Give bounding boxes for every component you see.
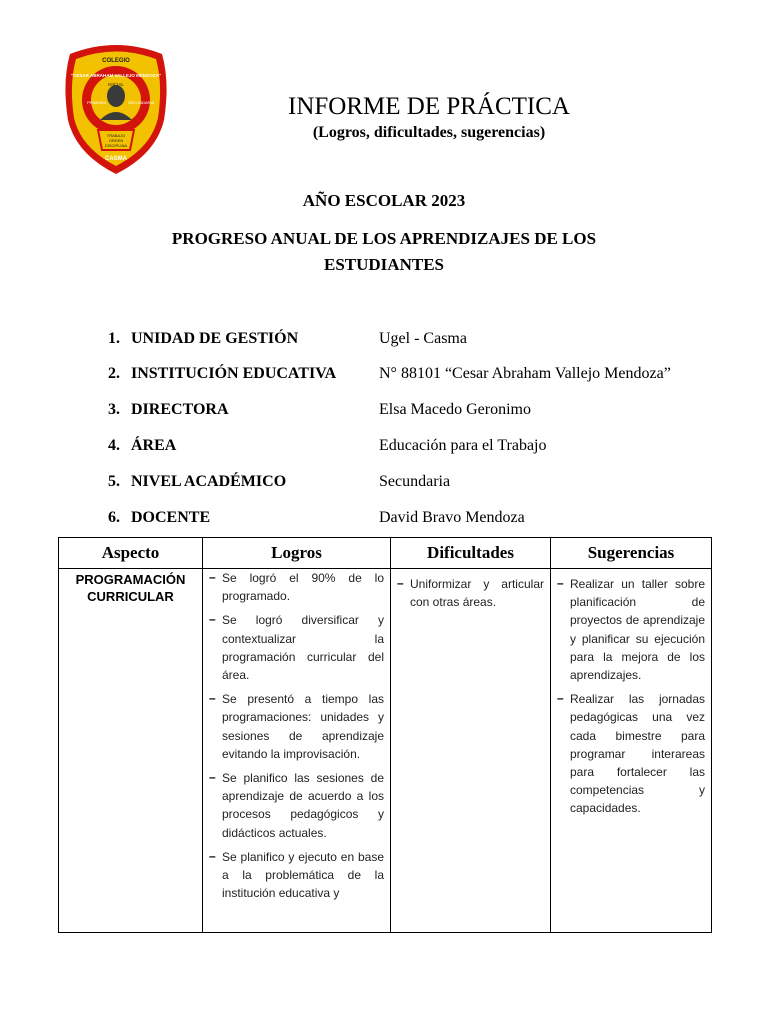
info-label: NIVEL ACADÉMICO	[131, 473, 287, 490]
svg-text:INICIAL: INICIAL	[108, 82, 124, 87]
header-dificultades: Dificultades	[391, 538, 551, 569]
report-table	[58, 537, 712, 933]
info-value: Educación para el Trabajo	[379, 437, 547, 454]
info-number: 1.	[108, 330, 120, 347]
header-aspecto: Aspecto	[59, 538, 203, 569]
list-item: – Realizar un taller sobre planificación de proyectos de aprendizaje y planificar su ejecución para la mejora de los aprendizajes.	[557, 575, 705, 684]
info-value: Elsa Macedo Geronimo	[379, 401, 531, 418]
info-value: Ugel - Casma	[379, 330, 467, 347]
header-logros: Logros	[203, 538, 391, 569]
info-value: N° 88101 “Cesar Abraham Vallejo Mendoza”	[379, 365, 671, 382]
list-item: – Se planifico las sesiones de aprendizaje de acuerdo a los procesos pedagógicos y didácticos actuales.	[209, 769, 384, 842]
svg-text:DISCIPLINA: DISCIPLINA	[104, 143, 128, 148]
logros-cell	[203, 569, 391, 933]
table-header-row	[59, 538, 712, 569]
info-row-directora	[108, 401, 748, 421]
svg-text:SECUNDARIA: SECUNDARIA	[128, 100, 155, 105]
info-label: DIRECTORA	[131, 401, 229, 418]
list-item: – Se presentó a tiempo las programaciones: unidades y sesiones de aprendizaje evitando la improvisación.	[209, 690, 384, 763]
info-row-institucion	[108, 365, 748, 385]
svg-text:"CESAR ABRAHAM VALLEJO MENDOZA: "CESAR ABRAHAM VALLEJO MENDOZA"	[70, 73, 162, 78]
info-label: UNIDAD DE GESTIÓN	[131, 330, 299, 347]
svg-text:ORDEN: ORDEN	[108, 138, 124, 143]
list-item: – Se planifico y ejecuto en base a la problemática de la institución educativa y	[209, 848, 384, 903]
info-number: 5.	[108, 473, 120, 490]
info-row-docente	[108, 509, 748, 529]
info-number: 3.	[108, 401, 120, 418]
info-label: ÁREA	[131, 437, 177, 454]
info-value: David Bravo Mendoza	[379, 509, 525, 526]
info-label: DOCENTE	[131, 509, 211, 526]
svg-text:PRIMARIA: PRIMARIA	[87, 100, 107, 105]
header-sugerencias: Sugerencias	[551, 538, 712, 569]
svg-text:CASMA: CASMA	[105, 156, 127, 162]
info-number: 6.	[108, 509, 120, 526]
info-number: 4.	[108, 437, 120, 454]
document-title: INFORME DE PRÁCTICA	[288, 93, 570, 120]
info-row-unidad	[108, 330, 748, 350]
dificultades-cell	[391, 569, 551, 933]
school-year-heading: AÑO ESCOLAR 2023	[302, 191, 466, 210]
info-row-nivel	[108, 473, 748, 493]
aspect-cell: PROGRAMACIÓN CURRICULAR	[59, 569, 203, 933]
list-item: – Se logró el 90% de lo programado.	[209, 569, 384, 605]
svg-text:COLEGIO: COLEGIO	[102, 58, 130, 64]
svg-text:TRABAJO: TRABAJO	[106, 133, 126, 138]
sugerencias-cell	[551, 569, 712, 933]
info-value: Secundaria	[379, 473, 451, 490]
info-label: INSTITUCIÓN EDUCATIVA	[131, 365, 337, 382]
list-item: – Se logró diversificar y contextualizar la programación curricular del área.	[209, 611, 384, 684]
progress-heading: PROGRESO ANUAL DE LOS APRENDIZAJES DE LOS ESTUDIANTES	[171, 229, 597, 274]
info-number: 2.	[108, 365, 120, 382]
table-row	[59, 569, 712, 933]
info-row-area	[108, 437, 748, 457]
document-subtitle: (Logros, dificultades, sugerencias)	[312, 124, 546, 141]
list-item: – Realizar las jornadas pedagógicas una vez cada bimestre para programar interareas para fortalecer las competencias y capacidades.	[557, 690, 705, 817]
list-item: – Uniformizar y articular con otras áreas.	[397, 575, 544, 611]
